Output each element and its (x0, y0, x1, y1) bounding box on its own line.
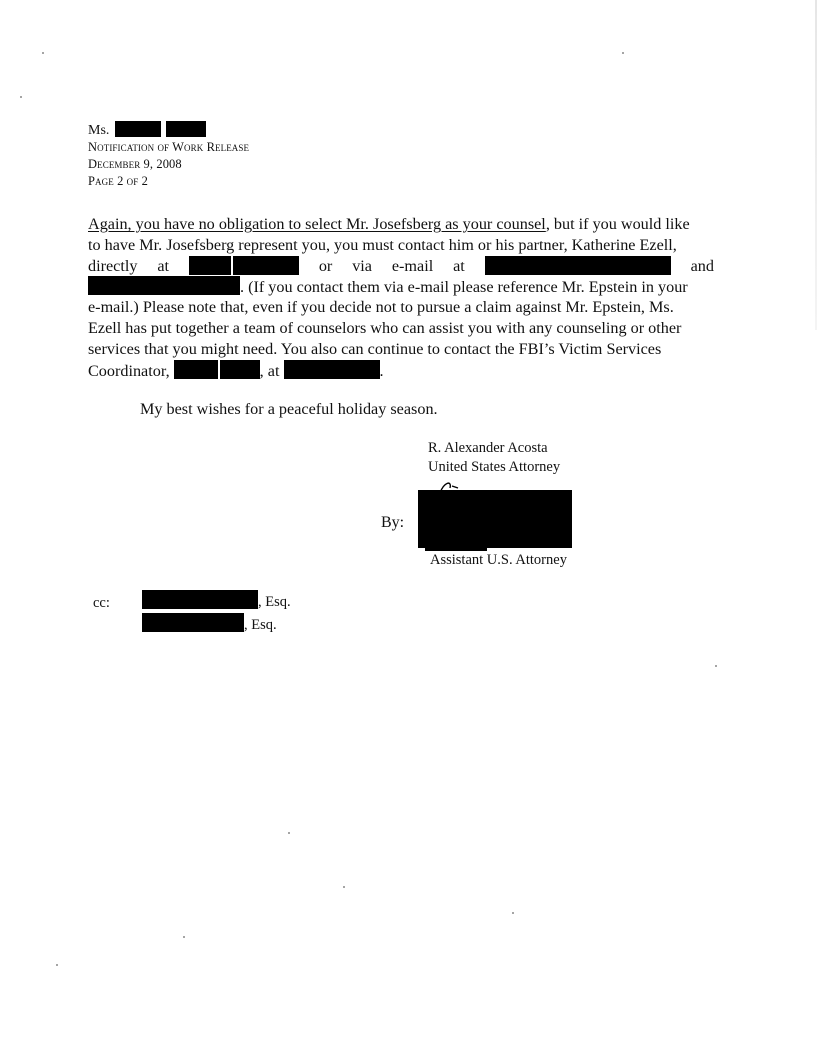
scan-speck (715, 665, 717, 667)
body-line-2 (88, 235, 714, 256)
word-email: e-mail (391, 256, 434, 275)
cc-entry-1 (142, 590, 291, 613)
redacted-email-2 (88, 276, 240, 295)
letter-header (88, 121, 249, 190)
body-line-5 (88, 297, 714, 318)
redacted-cc-1 (142, 590, 258, 609)
scan-speck (20, 96, 22, 98)
word-directly: directly (88, 256, 138, 275)
word-at-2: at (453, 256, 465, 275)
redacted-signature (418, 490, 572, 548)
body-line-6 (88, 318, 714, 339)
scan-speck (183, 936, 185, 938)
word-at: at (157, 256, 170, 275)
body-line-8-period: . (379, 361, 384, 380)
scan-speck (512, 912, 514, 914)
signature-block (428, 439, 560, 476)
scan-speck (622, 52, 624, 54)
body-line-1 (88, 214, 714, 235)
signer-name: R. Alexander Acosta (428, 440, 548, 456)
cc-esq-1: , Esq. (258, 594, 291, 610)
redacted-recipient-first (115, 121, 161, 137)
cc-esq-2: , Esq. (244, 617, 277, 633)
word-or: or (318, 256, 333, 275)
redacted-coordinator-phone (284, 360, 380, 379)
header-date: December 9, 2008 (88, 157, 182, 171)
body-line-7-text: services that you might need. You also can continue to contact the FBI’s Victim Services (88, 339, 662, 358)
underlined-statement: Again, you have no obligation to select Mr. Josefsberg as your counsel (88, 215, 546, 233)
cc-label: cc: (93, 595, 110, 611)
signer-title: United States Attorney (428, 458, 561, 475)
redacted-recipient-last (166, 121, 206, 137)
redacted-phone (189, 256, 299, 277)
body-line-7 (88, 339, 714, 360)
word-and: and (690, 256, 714, 275)
redacted-signature-tail (425, 546, 487, 551)
header-title: Notification of Work Release (88, 140, 250, 154)
body-line-5-text: e-mail.) Please note that, even if you decide not to pursue a claim against Mr. Epstein, Ms. (88, 298, 674, 317)
header-page: Page 2 of 2 (88, 174, 148, 188)
body-line-8 (88, 360, 714, 381)
body-line-4-text: . (If you contact them via e-mail please reference Mr. Epstein in your (240, 278, 688, 297)
letter-body (88, 214, 714, 380)
cc-entry-2 (142, 613, 291, 636)
closing-wishes: My best wishes for a peaceful holiday season. (140, 400, 438, 418)
scan-speck (288, 832, 290, 834)
cc-list (142, 590, 291, 636)
redacted-coordinator-first (174, 360, 218, 379)
scan-speck (42, 52, 44, 54)
body-line-4 (88, 276, 714, 297)
by-label: By: (381, 514, 405, 531)
scan-speck (343, 886, 345, 888)
body-line-3 (88, 256, 714, 277)
coordinator-label: Coordinator, (88, 361, 170, 380)
recipient-salutation: Ms. (88, 123, 110, 138)
redacted-cc-2 (142, 613, 244, 632)
body-line-2-text: to have Mr. Josefsberg represent you, you must contact him or his partner, Katherine Ezell, (88, 235, 677, 254)
body-line-1-rest: , but if you would like (545, 215, 690, 233)
recipient-line (88, 121, 249, 139)
word-via: via (352, 256, 372, 275)
body-line-6-text: Ezell has put together a team of counselors who can assist you with any counseling or other (88, 318, 682, 337)
ausa-title: Assistant U.S. Attorney (430, 552, 567, 568)
redacted-coordinator-last (220, 360, 260, 379)
coordinator-at: , at (259, 361, 280, 380)
scan-speck (56, 964, 58, 966)
redacted-email-1 (485, 256, 671, 275)
